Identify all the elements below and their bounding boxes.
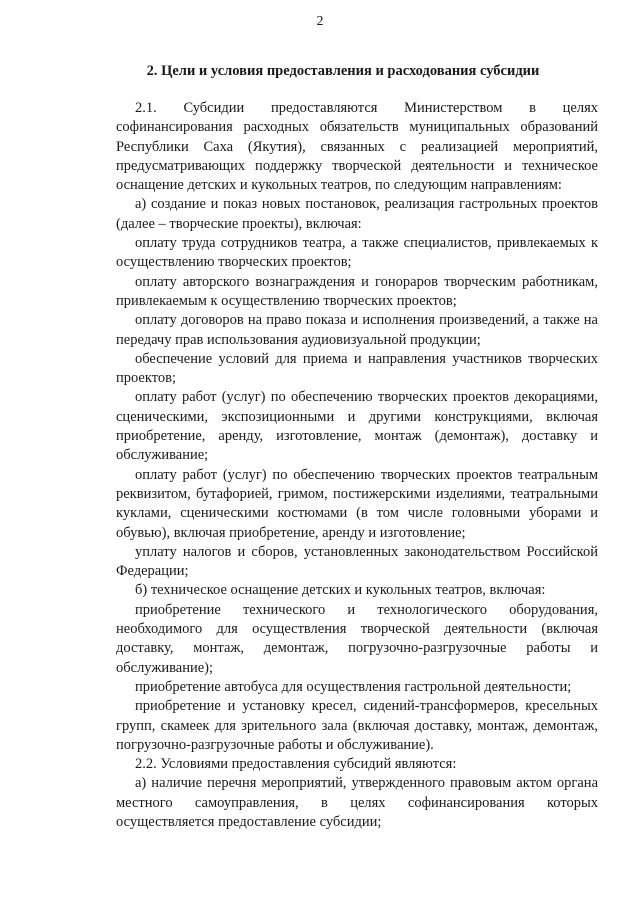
page-number: 2 xyxy=(316,14,324,29)
paragraph-2-1: 2.1. Субсидии предоставляются Министерством в целях софинансирования расходных обязательств муниципальных образований Республики Саха (Якутия), связанных с реализацией мероприятий, предусматривающих поддержку творческой деятельности и техническое оснащение детских и кукольных театров, по следующим направлениям: xyxy=(116,100,598,194)
paragraph-item-b: б) техническое оснащение детских и кукольных театров, включая: xyxy=(135,582,546,599)
paragraph: оплату авторского вознаграждения и гонораров творческим работникам, привлекаемым к осуществлению творческих проектов; xyxy=(116,273,598,309)
paragraph: приобретение автобуса для осуществления гастрольной деятельности; xyxy=(135,678,572,695)
paragraph-2-2: 2.2. Условиями предоставления субсидий являются: xyxy=(135,756,457,773)
section-title: 2. Цели и условия предоставления и расходования субсидии xyxy=(146,63,540,79)
paragraph: приобретение и установку кресел, сидений-трансформеров, кресельных групп, скамеек для зрительного зала (включая доставку, монтаж, демонтаж, погрузочно-разгрузочные работы и обслуживание). xyxy=(116,698,598,753)
paragraph: оплату труда сотрудников театра, а также специалистов, привлекаемых к осуществлению творческих проектов; xyxy=(116,235,598,271)
paragraph: оплату договоров на право показа и исполнения произведений, а также на передачу прав использования аудиовизуальной продукции; xyxy=(116,312,598,348)
paragraph: оплату работ (услуг) по обеспечению творческих проектов театральным реквизитом, бутафорией, гримом, постижерскими изделиями, театральными куклами, сценическими костюмами (в том числе головными уборами и обувью), включая приобретение, аренду и изготовление; xyxy=(116,466,598,541)
paragraph: обеспечение условий для приема и направления участников творческих проектов; xyxy=(116,350,598,387)
paragraph-item-a: а) создание и показ новых постановок, реализация гастрольных проектов (далее – творческие проекты), включая: xyxy=(116,196,598,232)
paragraph: уплату налогов и сборов, установленных законодательством Российской Федерации; xyxy=(116,543,598,580)
paragraph: оплату работ (услуг) по обеспечению творческих проектов декорациями, сценическими, экспозиционными и другими конструкциями, включая приобретение, аренду, изготовление, монтаж (демонтаж), доставку и обслуживание; xyxy=(116,389,598,464)
paragraph-item-a: а) наличие перечня мероприятий, утвержденного правовым актом органа местного самоуправления, в целях софинансирования которых осуществляется предоставление субсидии; xyxy=(116,775,598,830)
paragraph: приобретение технического и технологического оборудования, необходимого для осуществления творческой деятельности (включая доставку, монтаж, демонтаж, погрузочно-разгрузочные работы и обслуживание); xyxy=(116,601,598,676)
document-body xyxy=(116,99,598,832)
